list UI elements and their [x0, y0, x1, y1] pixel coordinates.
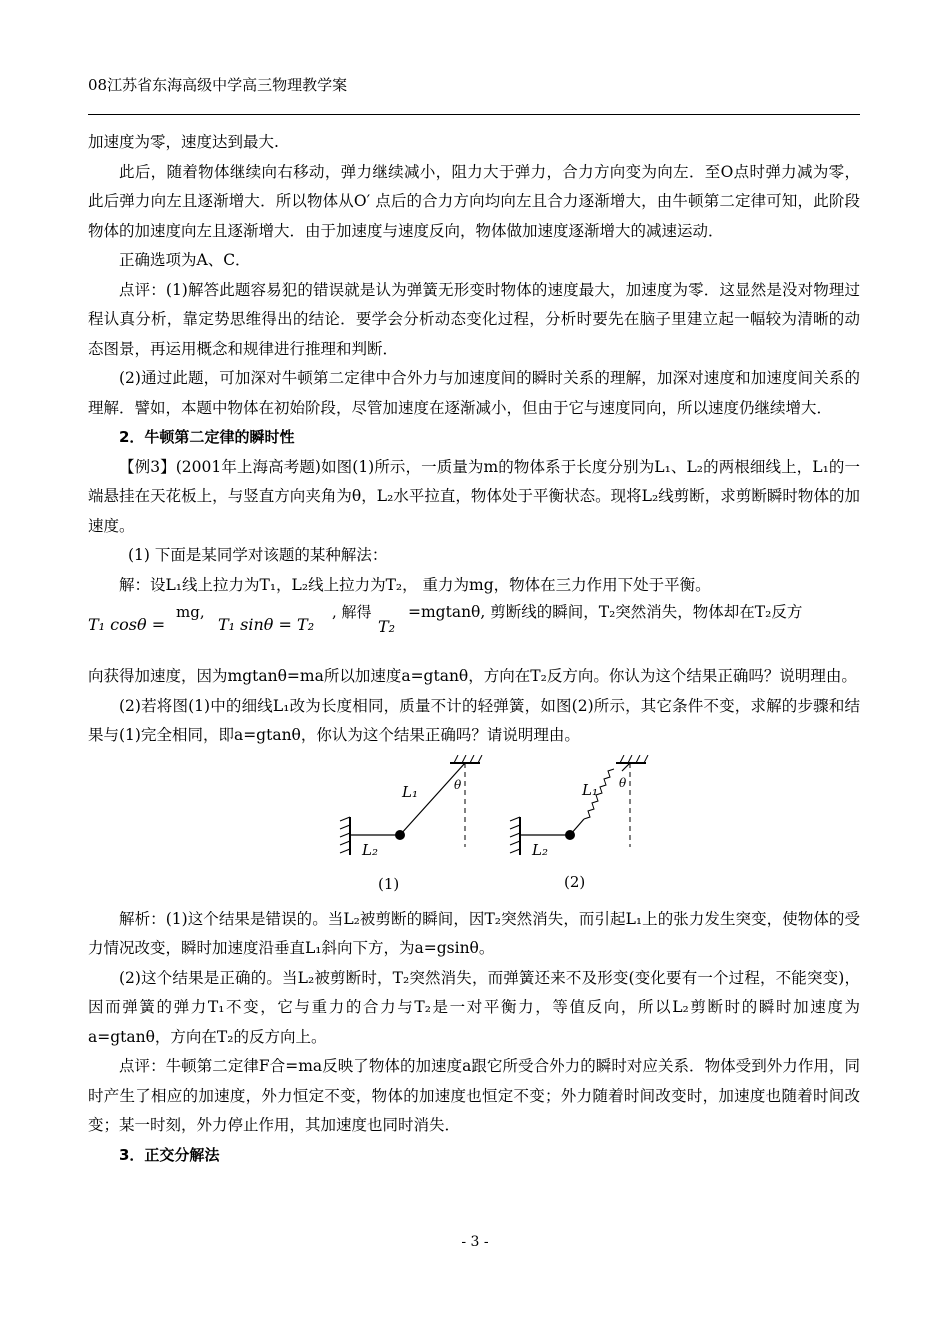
formula-eq1: T₁ cosθ =	[88, 615, 166, 634]
paragraph: (2)若将图(1)中的细线L₁改为长度相同，质量不计的轻弹簧，如图(2)所示，其它条件不变，求解的步骤和结果与(1)完全相同，即a=gtanθ，你认为这个结果正确吗？请说明理由。	[88, 696, 860, 744]
paragraph: (2)通过此题，可加深对牛顿第二定律中合外力与加速度间的瞬时关系的理解，加深对速度和加速度间关系的理解．譬如，本题中物体在初始阶段，尽管加速度在逐渐减小，但由于它与速度同向，所以速度仍继续增大．	[88, 369, 860, 417]
figure	[88, 755, 860, 905]
formula-rest: =mgtanθ, 剪断线的瞬间，T₂突然消失，物体却在T₂反方	[408, 603, 803, 621]
example-paragraph: 【例3】(2001年上海高考题)如图(1)所示，一质量为m的物体系于长度分别为L₁、L₂的两根细线上，L₁的一端悬挂在天花板上，与竖直方向夹角为θ，L₂水平拉直，物体处于平衡状态。现将L₂线剪断，求剪断瞬时物体的加速度。	[88, 457, 860, 535]
physics-diagram	[332, 755, 652, 905]
label-L2-fig2: L₂	[532, 840, 548, 859]
figure-2	[510, 755, 648, 855]
paragraph: (1) 下面是某同学对该题的某种解法：	[128, 546, 388, 564]
paragraph: (2)这个结果是正确的。当L₂被剪断时，T₂突然消失，而弹簧还来不及形变(变化要有一个过程，不能突变)，因而弹簧的弹力T₁不变，它与重力的合力与T₂是一对平衡力，等值反向，所以L₂剪断时的瞬时加速度为a=gtanθ，方向在T₂的反方向上。	[88, 968, 860, 1046]
figure-1	[340, 755, 482, 855]
figure-2-caption: (2)	[564, 872, 586, 891]
formula-t2: T₂	[378, 617, 396, 636]
mass-2	[566, 830, 575, 839]
formula-eq2: T₁ sinθ = T₂	[218, 615, 315, 634]
paragraph: 向获得加速度，因为mgtanθ=ma所以加速度a=gtanθ，方向在T₂反方向。你认为这个结果正确吗？说明理由。	[88, 667, 857, 685]
label-theta-fig2: θ	[619, 775, 627, 790]
paragraph: 加速度为零，速度达到最大.	[88, 133, 279, 151]
document-body	[88, 128, 860, 1170]
label-theta-fig1: θ	[454, 777, 462, 792]
paragraph: 点评：牛顿第二定律F合=ma反映了物体的加速度a跟它所受合外力的瞬时对应关系．物体受到外力作用，同时产生了相应的加速度，外力恒定不变，物体的加速度也恒定不变；外力随着时间改变时，加速度也随着时间改变；某一时刻，外力停止作用，其加速度也同时消失．	[88, 1057, 860, 1134]
section-heading: 2．牛顿第二定律的瞬时性	[119, 428, 295, 446]
section-heading: 3．正交分解法	[119, 1145, 220, 1164]
figure-1-caption: (1)	[378, 874, 400, 893]
page-number: - 3 -	[461, 1234, 489, 1250]
formula-solve: , 解得	[332, 603, 372, 621]
label-L1-fig2: L₁	[582, 780, 598, 799]
header-rule	[88, 114, 860, 115]
paragraph: 此后，随着物体继续向右移动，弹力继续减小，阻力大于弹力，合力方向变为向左．至O点时弹力减为零，此后弹力向左且逐渐增大．所以物体从O′ 点后的合力方向均向左且合力逐渐增大，由牛顿第二定律可知，此阶段物体的加速度向左且逐渐增大．由于加速度与速度反向，物体做加速度逐渐增大的减速运动．	[88, 162, 860, 240]
label-L1-fig1: L₁	[402, 782, 418, 801]
formula-mg: mg,	[176, 603, 205, 621]
paragraph: 解：设L₁线上拉力为T₁，L₂线上拉力为T₂， 重力为mg，物体在三力作用下处于平衡。	[119, 575, 711, 594]
page-header: 08江苏省东海高级中学高三物理教学案	[88, 76, 348, 94]
formula-line	[88, 600, 860, 662]
label-L2-fig1: L₂	[362, 840, 378, 859]
mass-1	[396, 830, 405, 839]
paragraph: 正确选项为A、C．	[119, 251, 251, 269]
paragraph: 解析：(1)这个结果是错误的。当L₂被剪断的瞬间，因T₂突然消失，而引起L₁上的张力发生突变，使物体的受力情况改变，瞬时加速度沿垂直L₁斜向下方，为a=gsinθ。	[88, 909, 860, 957]
paragraph: 点评：(1)解答此题容易犯的错误就是认为弹簧无形变时物体的速度最大，加速度为零．这显然是没对物理过程认真分析，靠定势思维得出的结论．要学会分析动态变化过程，分析时要先在脑子里建立起一幅较为清晰的动态图景，再运用概念和规律进行推理和判断．	[88, 280, 860, 358]
